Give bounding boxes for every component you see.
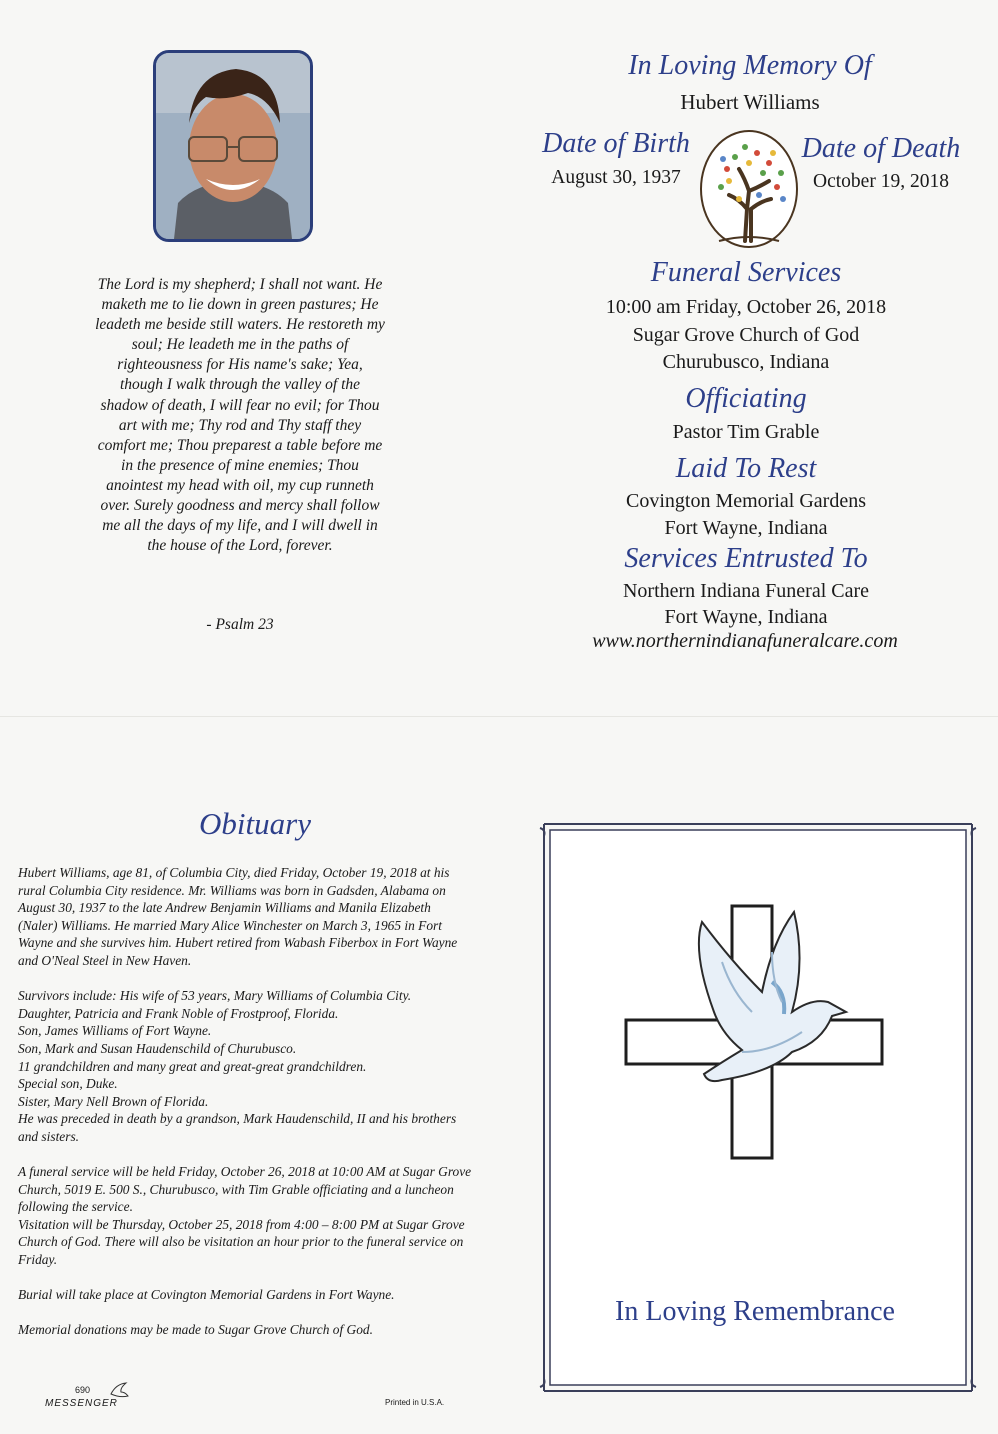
obituary-paragraph: Hubert Williams, age 81, of Columbia City, died Friday, October 19, 2018 at his rural Columbia City residence. Mr. Williams was born in Gadsden, Alabama on August 30, 1937 to the late Andrew Benjamin Williams and Manila Elizabeth (Naler) Williams. He married Mary Alice Winchester on March 3, 1965 in Fort Wayne and she survives him. Hubert retired from Wabash Fiberbox in Fort Wayne and O'Neal Steel in New Haven.	[18, 865, 458, 968]
funeral-line: Churubusco, Indiana	[662, 351, 830, 373]
survivors-line: Survivors include: His wife of 53 years, Mary Williams of Columbia City.	[18, 988, 412, 1004]
funeral-home-website: www.northernindianafuneralcare.com	[592, 630, 898, 652]
tree-of-life-icon	[699, 129, 799, 249]
survivors-line: Sister, Mary Nell Brown of Florida.	[18, 1093, 209, 1109]
deceased-name: Hubert Williams	[680, 90, 820, 114]
death-label: Date of Death	[801, 133, 961, 164]
publisher-number: 690	[75, 1385, 91, 1395]
death-date: October 19, 2018	[813, 171, 949, 192]
birth-date: August 30, 1937	[551, 167, 681, 188]
obituary-paragraph: Memorial donations may be made to Sugar Grove Church of God.	[18, 1322, 373, 1338]
birth-label: Date of Birth	[542, 128, 690, 159]
survivors-line: Son, Mark and Susan Haudenschild of Churubusco.	[18, 1040, 297, 1056]
entrusted-line: Fort Wayne, Indiana	[664, 606, 828, 628]
rest-heading: Laid To Rest	[675, 453, 817, 484]
psalm-reference: - Psalm 23	[206, 616, 274, 633]
officiating-line: Pastor Tim Grable	[672, 421, 820, 443]
funeral-heading: Funeral Services	[650, 257, 842, 288]
survivors-line: He was preceded in death by a grandson, Mark Haudenschild, II and his brothers and sisters.	[18, 1111, 457, 1144]
survivors-line: Daughter, Patricia and Frank Noble of Frostproof, Florida.	[18, 1005, 339, 1021]
officiating-heading: Officiating	[685, 383, 807, 414]
entrusted-line: Northern Indiana Funeral Care	[622, 580, 869, 602]
dove-logo-icon	[108, 1380, 130, 1402]
survivors-line: Special son, Duke.	[18, 1076, 118, 1092]
survivors-line: Son, James Williams of Fort Wayne.	[18, 1023, 212, 1039]
obituary-paragraph: Visitation will be Thursday, October 25, 2018 from 4:00 – 8:00 PM at Sugar Grove Church of God. There will also be visitation an hour prior to the funeral service on Friday.	[18, 1216, 465, 1268]
obituary-body	[18, 864, 473, 1357]
cross-dove-icon	[622, 902, 886, 1164]
survivors-line: 11 grandchildren and many great and great-great grandchildren.	[18, 1058, 367, 1074]
memory-heading: In Loving Memory Of	[628, 50, 872, 81]
obituary-paragraph: Burial will take place at Covington Memorial Gardens in Fort Wayne.	[18, 1287, 395, 1303]
funeral-line: 10:00 am Friday, October 26, 2018	[605, 296, 887, 318]
fold-line	[0, 716, 998, 717]
printed-note: Printed in U.S.A.	[385, 1398, 445, 1407]
publisher-logo: MESSENGER	[45, 1398, 118, 1409]
obituary-paragraph: A funeral service will be held Friday, October 26, 2018 at 10:00 AM at Sugar Grove Church, 5019 E. 500 S., Churubusco, with Tim Grable officiating and a luncheon following the service.	[18, 1164, 472, 1215]
portrait-photo	[153, 50, 313, 242]
entrusted-heading: Services Entrusted To	[624, 543, 868, 574]
rest-line: Fort Wayne, Indiana	[664, 517, 828, 539]
funeral-line: Sugar Grove Church of God	[632, 324, 860, 346]
obituary-heading: Obituary	[199, 806, 311, 841]
psalm-text: The Lord is my shepherd; I shall not want. He maketh me to lie down in green pastures; He leadeth me beside still waters. He restoreth my soul; He leadeth me in the paths of righteousness for His name's sake; Yea, though I walk through the valley of the shadow of death, I will fear no evil; for Thou art with me; Thy rod and Thy staff they comfort me; Thou preparest a table before me in the presence of mine enemies; Thou anointest my head with oil, my cup runneth over. Surely goodness and mercy shall follow me all the days of my life, and I will dwell in the house of the Lord, forever.	[95, 276, 385, 555]
rest-line: Covington Memorial Gardens	[626, 490, 866, 512]
remembrance-caption: In Loving Remembrance	[615, 1296, 895, 1327]
